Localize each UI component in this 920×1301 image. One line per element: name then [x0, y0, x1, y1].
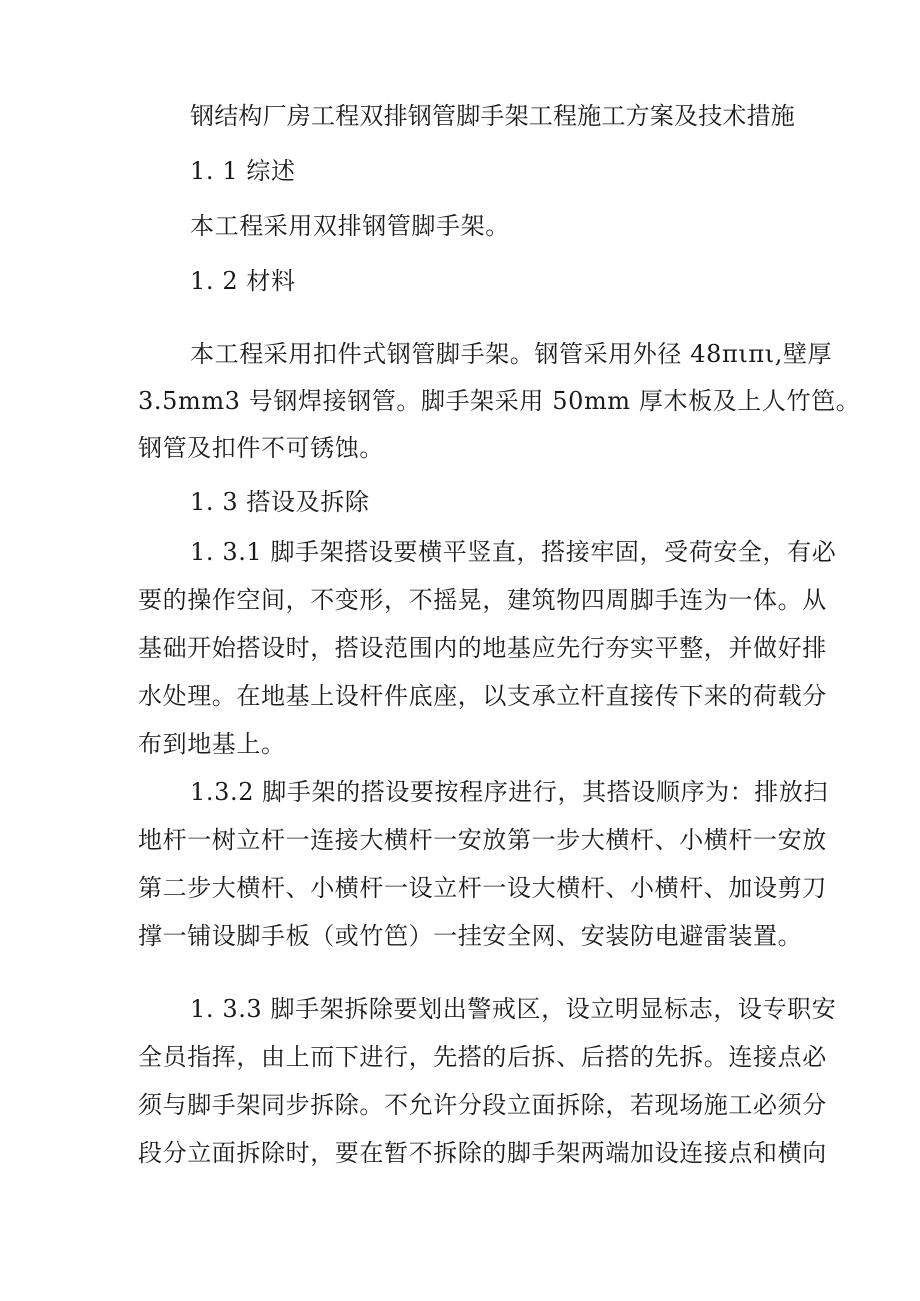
paragraph-line: 基础开始搭设时，搭设范围内的地基应先行夯实平整，并做好排 [138, 634, 827, 662]
document-title: 钢结构厂房工程双排钢管脚手架工程施工方案及技术措施 [190, 102, 795, 130]
paragraph-line: 撑一铺设脚手板（或竹笆）一挂安全网、安装防电避雷装置。 [138, 922, 803, 950]
paragraph-line: 全员指挥，由上而下进行，先搭的后拆、后搭的先拆。连接点必 [138, 1043, 827, 1071]
paragraph-line: 钢管及扣件不可锈蚀。 [138, 434, 384, 462]
paragraph-line: 1. 3.3 脚手架拆除要划出警戒区，设立明显标志，设专职安 [190, 995, 837, 1023]
paragraph-line: 本工程采用扣件式钢管脚手架。钢管采用外径 48πιπι,壁厚 [190, 340, 833, 368]
paragraph-line: 1.3.2 脚手架的搭设要按程序进行，其搭设顺序为：排放扫 [190, 778, 829, 806]
paragraph-line: 1. 3.1 脚手架搭设要横平竖直，搭接牢固，受荷安全，有必 [190, 538, 837, 566]
paragraph-line: 3.5mm3 号钢焊接钢管。脚手架采用 50mm 厚木板及上人竹笆。 [138, 387, 861, 415]
paragraph-line: 须与脚手架同步拆除。不允许分段立面拆除，若现场施工必须分 [138, 1091, 827, 1119]
section-heading-1-2: 1. 2 材料 [190, 267, 296, 295]
paragraph-line: 第二步大横杆、小横杆一设立杆一设大横杆、小横杆、加设剪刀 [138, 874, 827, 902]
paragraph-line: 地杆一树立杆一连接大横杆一安放第一步大横杆、小横杆一安放 [138, 826, 827, 854]
paragraph-line: 要的操作空间，不变形，不摇晃，建筑物四周脚手连为一体。从 [138, 586, 827, 614]
paragraph-line: 布到地基上。 [138, 730, 286, 758]
section-heading-1-1: 1. 1 综述 [190, 157, 296, 185]
paragraph-line: 水处理。在地基上设杆件底座，以支承立杆直接传下来的荷载分 [138, 682, 827, 710]
paragraph-line: 本工程采用双排钢管脚手架。 [190, 212, 510, 240]
paragraph-line: 段分立面拆除时，要在暂不拆除的脚手架两端加设连接点和横向 [138, 1139, 827, 1167]
section-heading-1-3: 1. 3 搭设及拆除 [190, 488, 370, 516]
